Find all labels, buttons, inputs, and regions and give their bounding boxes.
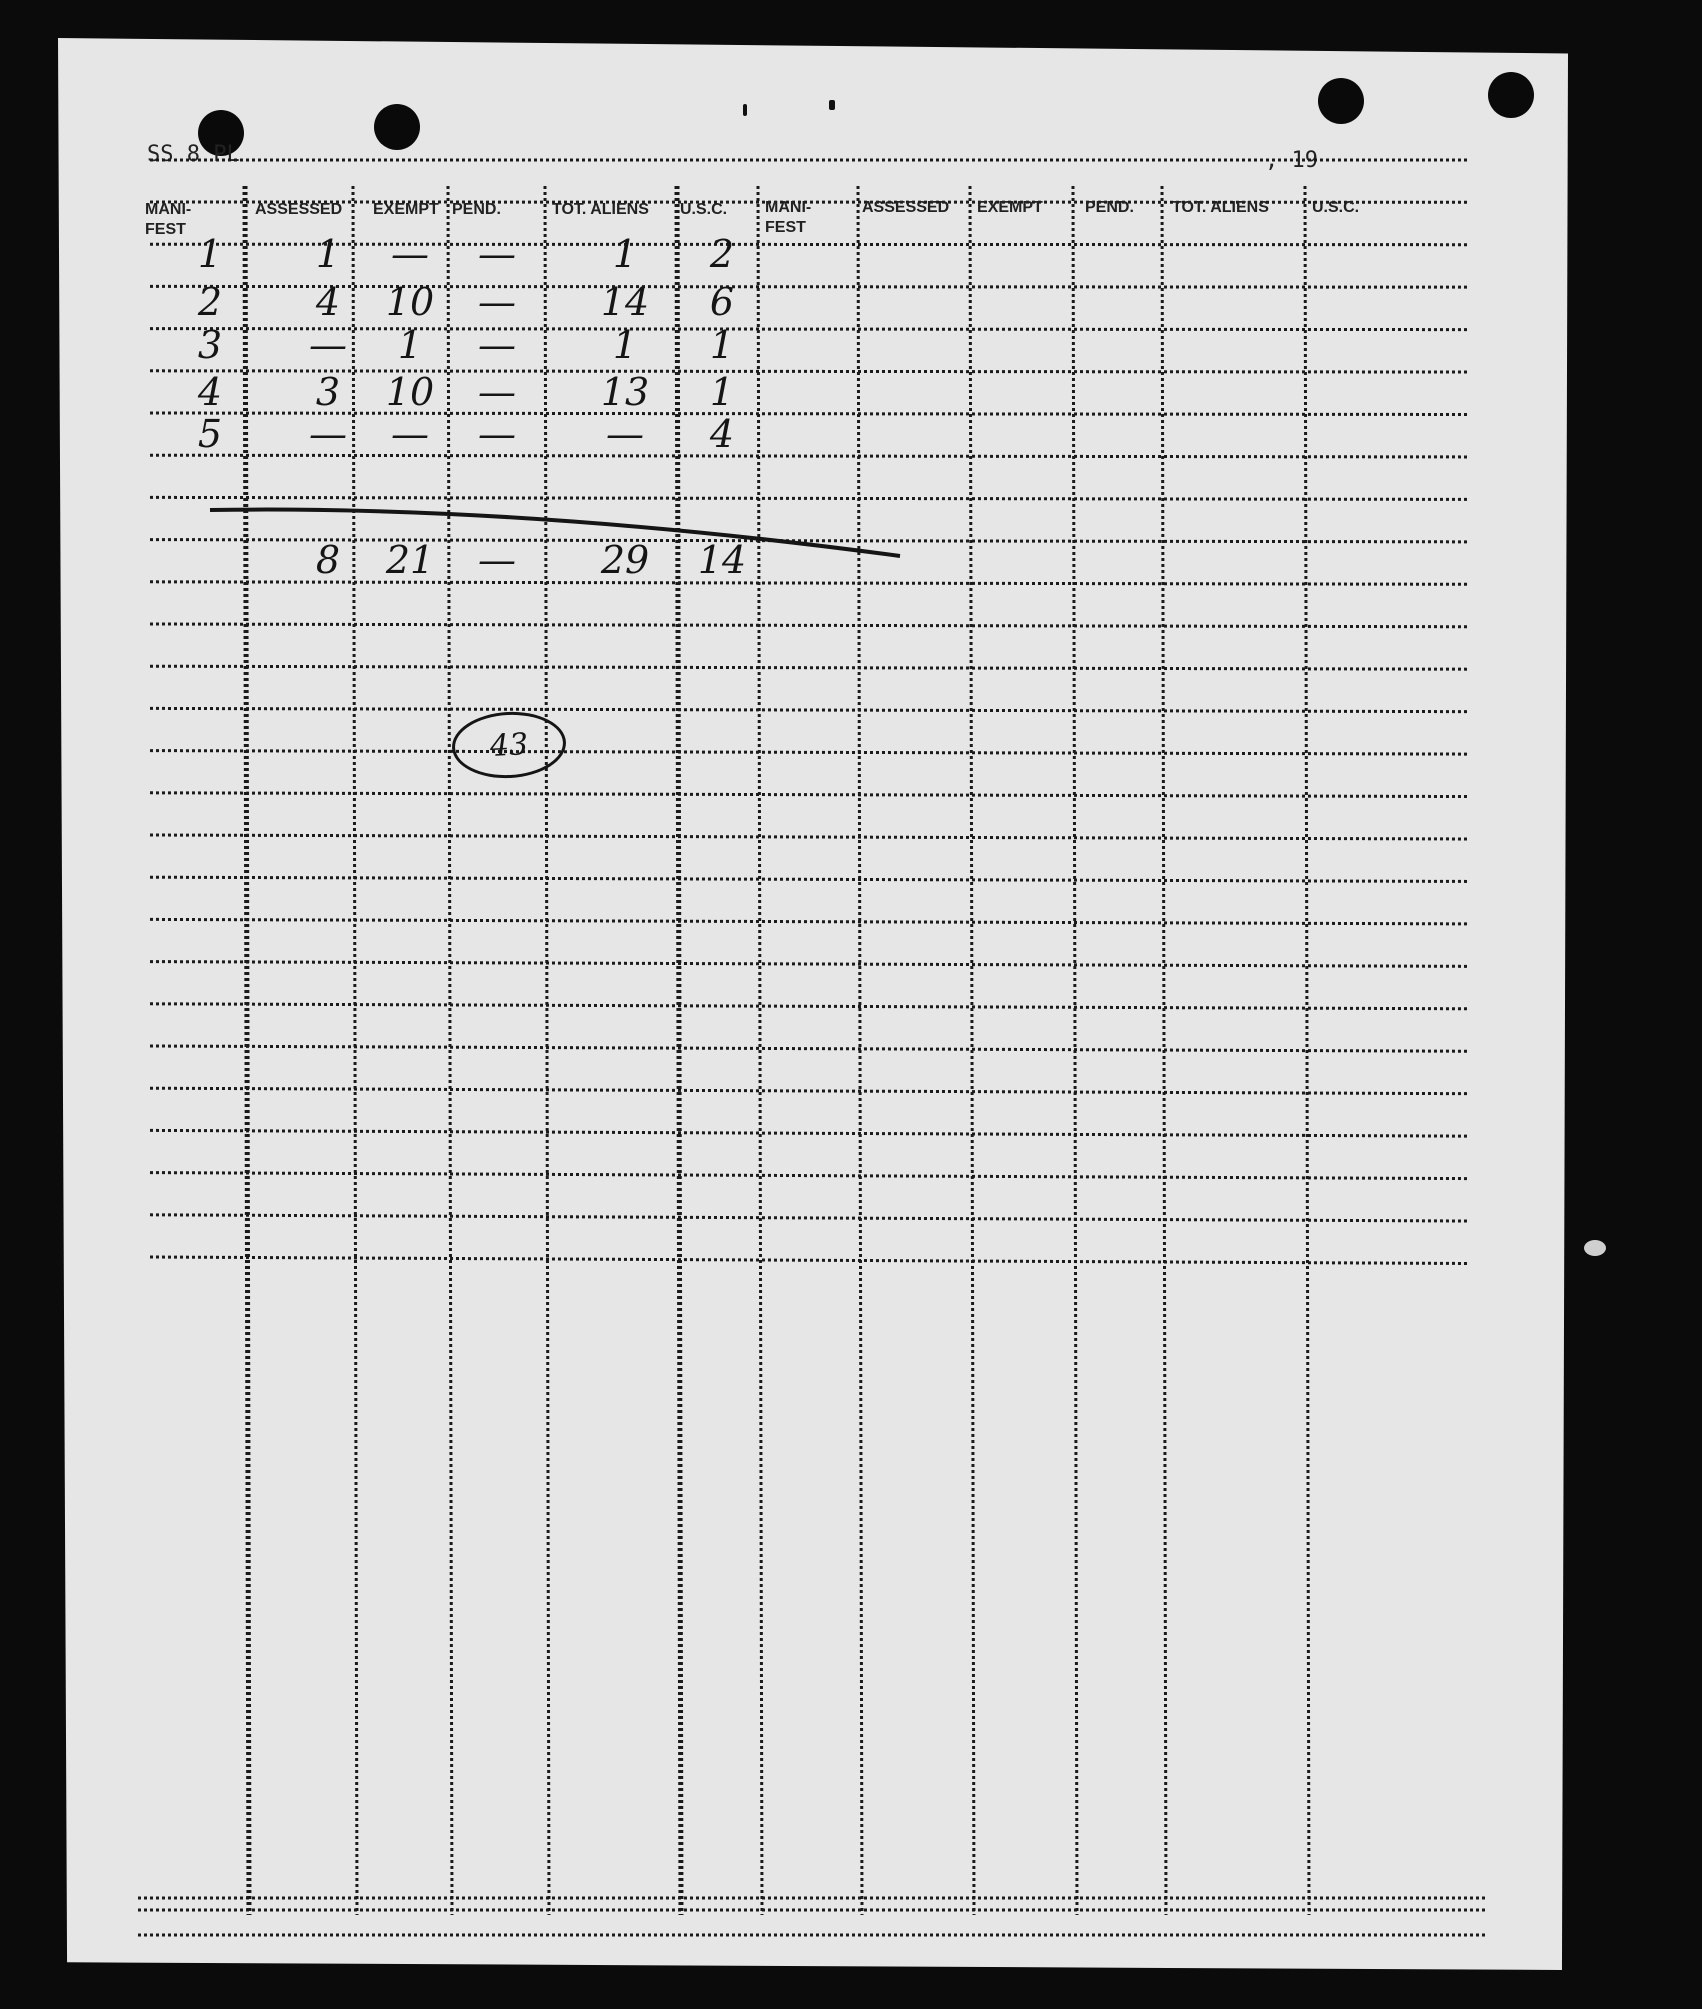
entry-exempt: 10 [385,280,435,324]
grid-row-line [150,877,1470,881]
grid-column-line [758,186,762,1915]
entry-exempt: 10 [385,370,435,414]
entry-exempt: — [391,412,429,456]
entry-manifest: 4 [197,370,223,414]
entry-pend: — [478,370,516,414]
header-right-4: TOT. ALIENS [1172,199,1269,216]
entry-assessed: — [309,412,347,456]
header-left-3: PEND. [452,201,501,218]
header-left-2: EXEMPT [373,201,439,218]
entry-usc: 1 [709,323,735,367]
year-label: , 19 [1265,148,1318,173]
grid-row-line [150,1130,1470,1136]
total-pend: — [478,538,516,582]
entry-exempt: 1 [397,323,423,367]
grid-row-line [150,919,1470,924]
ship-label-text: SS 8 PL [147,142,240,167]
entry-assessed: 1 [315,232,341,276]
entry-assessed: 3 [315,370,341,414]
grid-row-line [150,962,1470,967]
header-right-0: MANI- FEST [765,199,812,236]
entry-tot_aliens: 1 [612,232,638,276]
entry-manifest: 3 [197,323,223,367]
grid-row-line [150,286,1470,287]
grid-row-line [150,1088,1470,1094]
grid-row-line [150,835,1470,839]
total-tot_aliens: 29 [600,538,650,582]
grid-column-line [970,186,974,1915]
entry-manifest: 2 [197,280,223,324]
entry-usc: 1 [709,370,735,414]
grid-row-line [150,413,1470,415]
entry-manifest: 1 [197,232,223,276]
grid-column-line [245,186,249,1915]
grid-row-line [150,455,1470,457]
entry-manifest: 5 [197,412,223,456]
total-assessed: 8 [315,538,341,582]
grid-row-line [150,1215,1470,1221]
grid-column-line [677,186,681,1915]
grid-row-line [150,1046,1470,1051]
entry-pend: — [478,323,516,367]
header-left-4: TOT. ALIENS [552,201,649,218]
total-usc: 14 [697,538,747,582]
grid-row-line [150,1173,1470,1179]
grid-column-line [1305,186,1309,1915]
entry-tot_aliens: — [606,412,644,456]
grid-row-line [150,329,1470,330]
grid-column-line [353,186,357,1915]
grid-row-line [150,582,1470,585]
entry-pend: — [478,412,516,456]
grid-row-line [150,624,1470,627]
grid-row-line [150,540,1470,542]
grid-row-line [150,708,1470,711]
header-left-5: U.S.C. [680,201,728,218]
grid-row-line [150,666,1470,669]
grid-row-line [150,1004,1470,1009]
grid-row-line [150,751,1470,755]
grid-column-line [1073,186,1077,1915]
grid-row-line [150,793,1470,797]
header-right-3: PEND. [1085,199,1134,216]
entry-pend: — [478,280,516,324]
grid-column-line [858,186,862,1915]
entry-assessed: — [309,323,347,367]
grid-row-line [150,1257,1470,1264]
header-right-5: U.S.C. [1312,199,1360,216]
entry-pend: — [478,232,516,276]
entry-usc: 4 [709,412,735,456]
header-right-2: EXEMPT [977,199,1043,216]
header-left-1: ASSESSED [255,201,343,218]
grid-column-line [1162,186,1166,1915]
entry-tot_aliens: 13 [600,370,650,414]
header-left-0: MANI- FEST [145,201,192,238]
grid-column-line [545,186,549,1915]
entry-usc: 6 [709,280,735,324]
grid-row-line [150,371,1470,372]
grid-row-line [150,497,1470,499]
grid-row-line [150,244,1470,245]
header-right-1: ASSESSED [862,199,950,216]
entry-tot_aliens: 14 [600,280,650,324]
entry-usc: 2 [709,232,735,276]
entry-exempt: — [391,232,429,276]
total-underline [210,510,900,556]
grand-total-value: 43 [489,726,529,764]
grid-column-line [448,186,452,1915]
entry-assessed: 4 [315,280,341,324]
total-exempt: 21 [385,538,435,582]
entry-tot_aliens: 1 [612,323,638,367]
